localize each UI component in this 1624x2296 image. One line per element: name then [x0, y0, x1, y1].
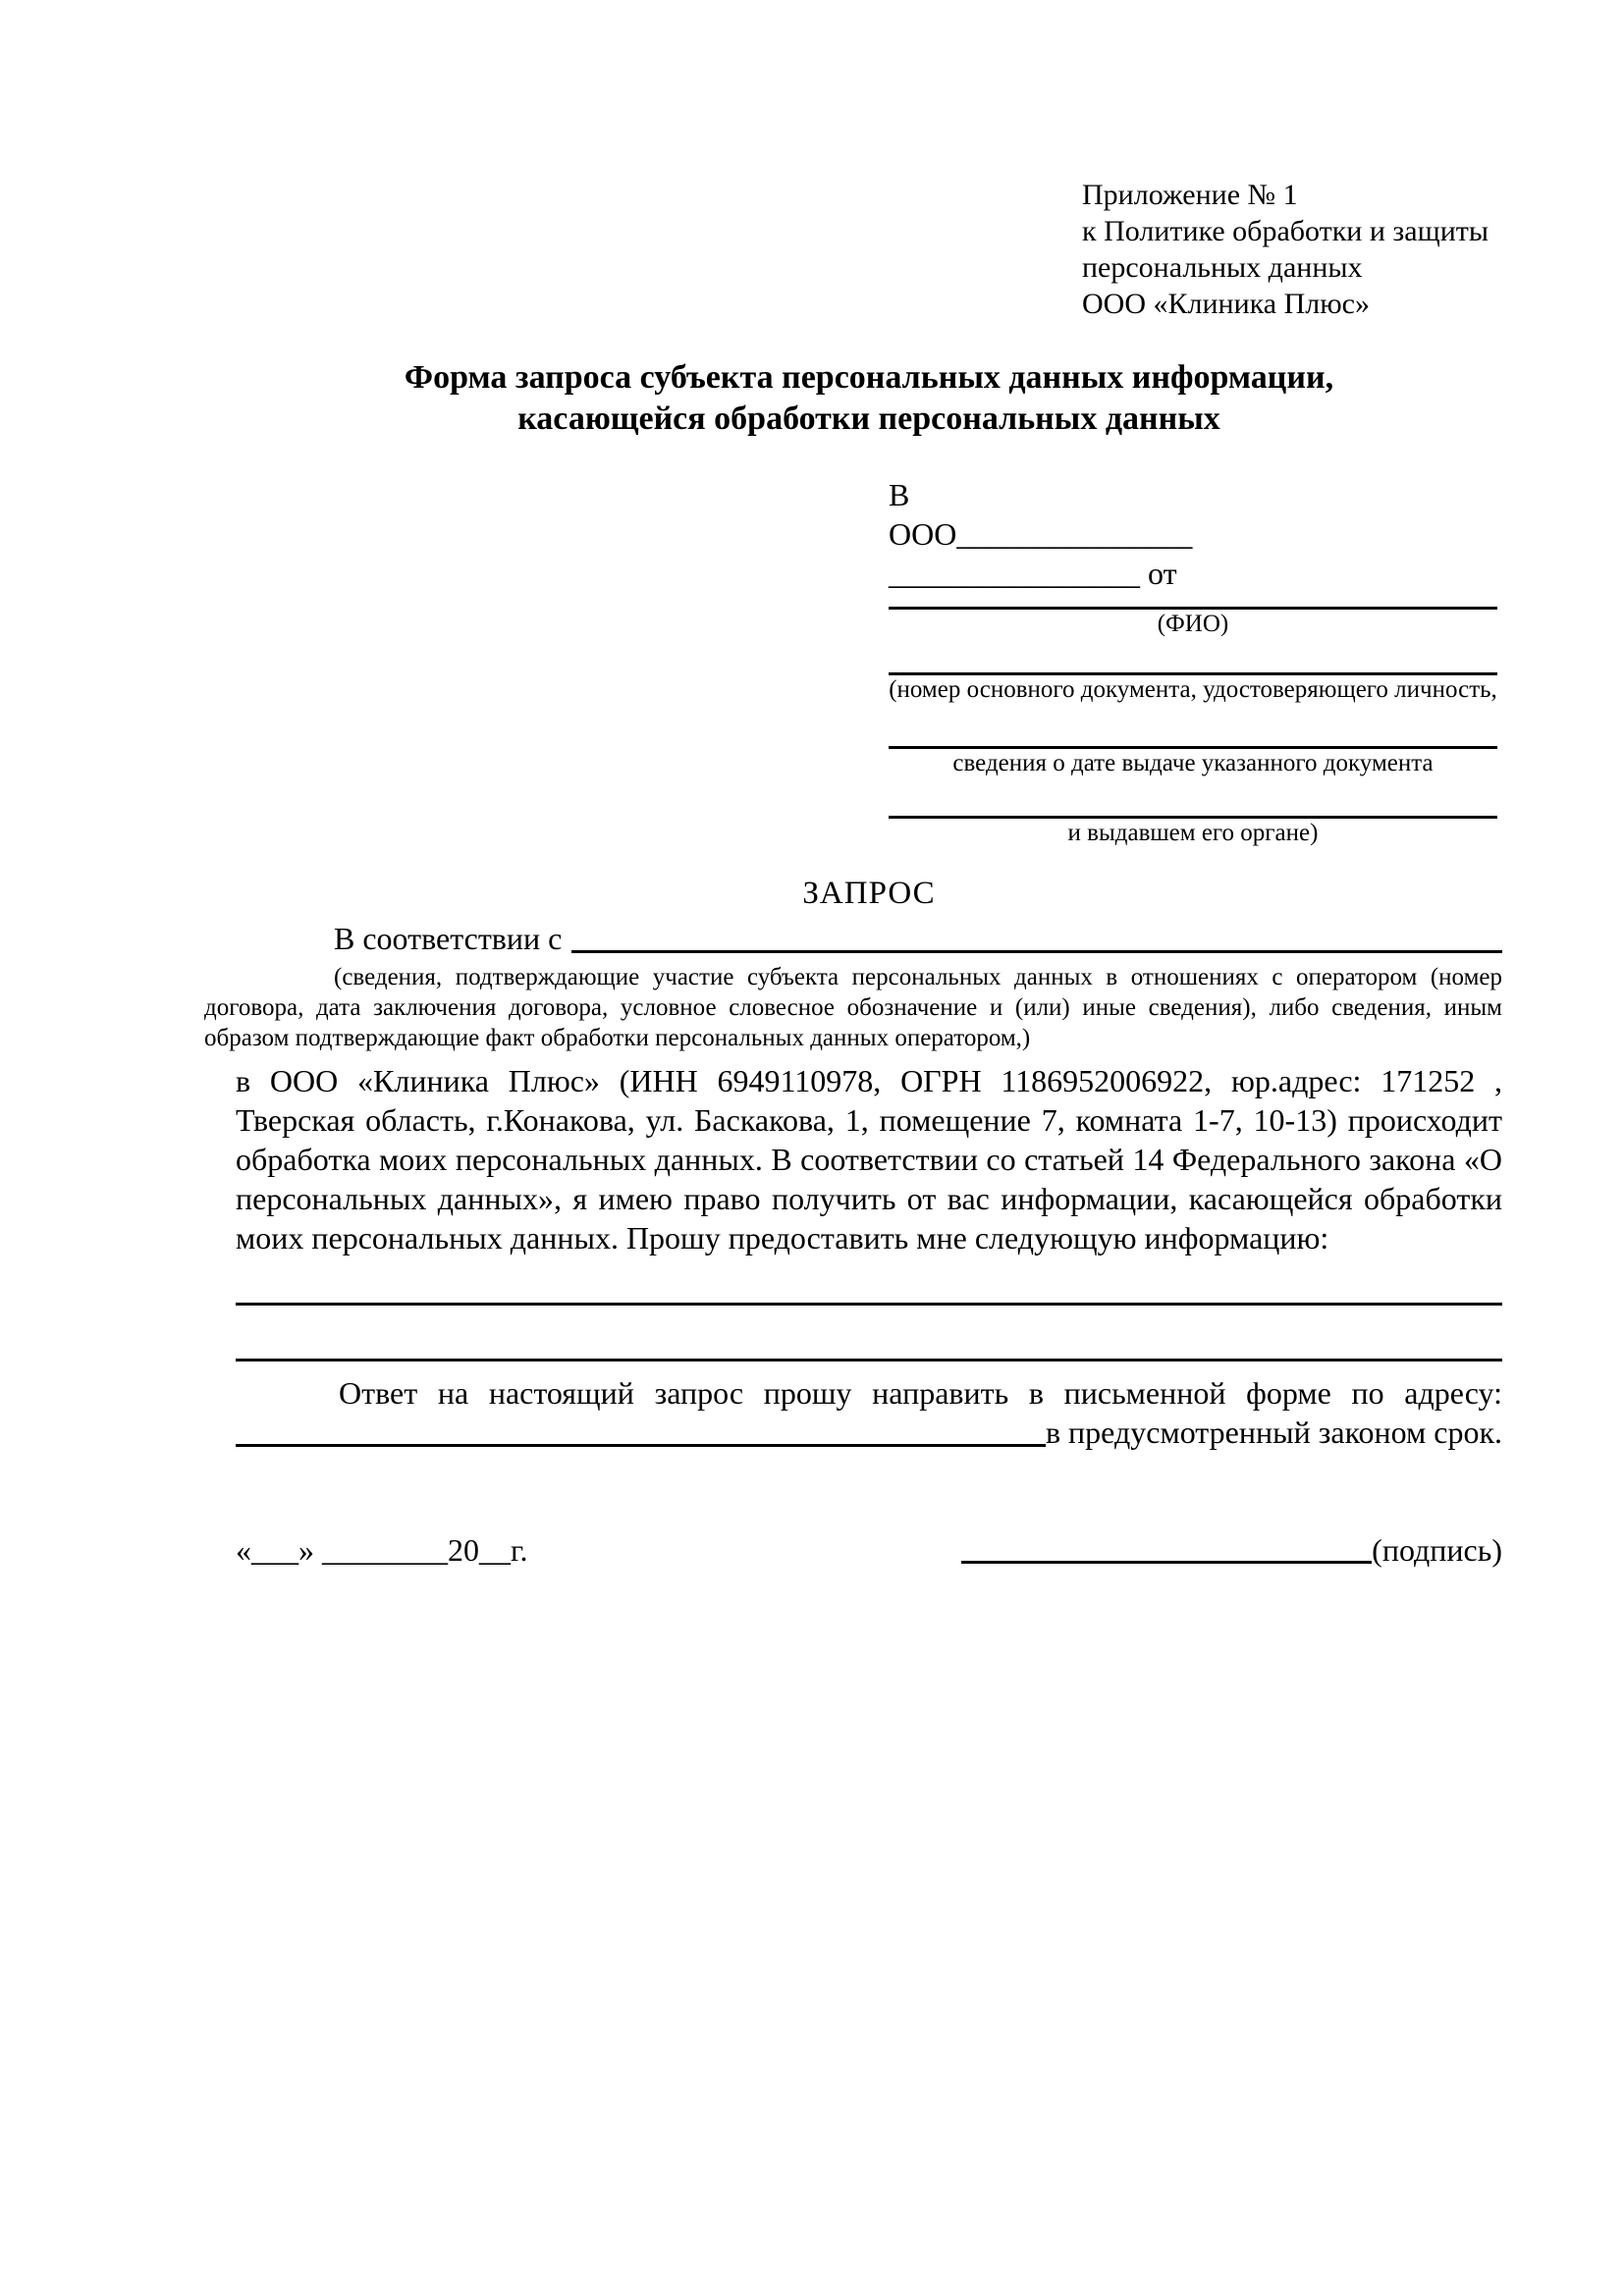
document-title: [236, 357, 1502, 440]
signature-group: [961, 1530, 1502, 1570]
fine-print-note: (сведения, подтверждающие участие субъекта персональных данных в отношениях с оператором (номер договора, дата заключения договора, условное словесное обозначение и (или) иные сведения), либо сведения, иным образом подтверждающие факт обработки персональных данных оператором,): [204, 964, 1502, 1051]
appendix-header-line-4: ООО «Клиника Плюс»: [1082, 288, 1370, 320]
info-blank-line-2: [236, 1359, 1502, 1362]
addressee-org-blank: ООО_______________: [889, 516, 1193, 552]
signature-caption: (подпись): [1372, 1532, 1502, 1568]
addressee-to: В: [889, 477, 910, 512]
date-blank: «___» ________20__г.: [236, 1532, 528, 1568]
addressee-block: [889, 475, 1497, 848]
doc-number-caption: (номер основного документа, удостоверяющего личность,: [889, 676, 1497, 703]
reply-address-line: [236, 1413, 1502, 1452]
fio-caption: (ФИО): [1157, 611, 1229, 637]
reply-address-blank-line: [236, 1444, 1046, 1447]
appendix-header: [1082, 177, 1502, 322]
date-signature-row: [236, 1530, 1502, 1570]
reply-deadline-text: в предусмотренный законом срок.: [1045, 1415, 1502, 1450]
request-body-paragraph: в ООО «Клиника Плюс» (ИНН 6949110978, ОГРН 1186952006922, юр.адрес: 171252 , Тверская область, г.Конакова, ул. Баскакова, 1, помещение 7, комната 1-7, 10-13) происходит обработка моих персональных данных. В соответствии со статьей 14 Федерального закона «О персональных данных», я имею право получить от вас информации, касающейся обработки моих персональных данных. Прошу предоставить мне следующую информацию:: [236, 1063, 1502, 1255]
issuing-authority-caption: и выдавшем его органе): [1067, 820, 1319, 846]
document-title-line-1: Форма запроса субъекта персональных данных информации,: [404, 359, 1334, 396]
appendix-header-line-1: Приложение № 1: [1082, 179, 1298, 211]
intro-line: [236, 919, 1502, 958]
addressee-from-blank: ________________ от: [889, 556, 1177, 591]
intro-blank-line: [571, 950, 1502, 953]
intro-prefix-text: В соответствии с: [334, 921, 563, 956]
issue-date-caption: сведения о дате выдаче указанного документа: [952, 750, 1434, 776]
appendix-header-line-2: к Политике обработки и защиты: [1082, 215, 1489, 247]
signature-blank-line: [961, 1561, 1372, 1564]
reply-address-sentence: Ответ на настоящий запрос прошу направить в письменной форме по адресу:: [339, 1375, 1502, 1411]
request-heading: ЗАПРОС: [802, 876, 936, 911]
info-blank-line-1: [236, 1303, 1502, 1306]
appendix-header-line-3: персональных данных: [1082, 251, 1363, 284]
document-title-line-2: касающейся обработки персональных данных: [517, 400, 1220, 437]
